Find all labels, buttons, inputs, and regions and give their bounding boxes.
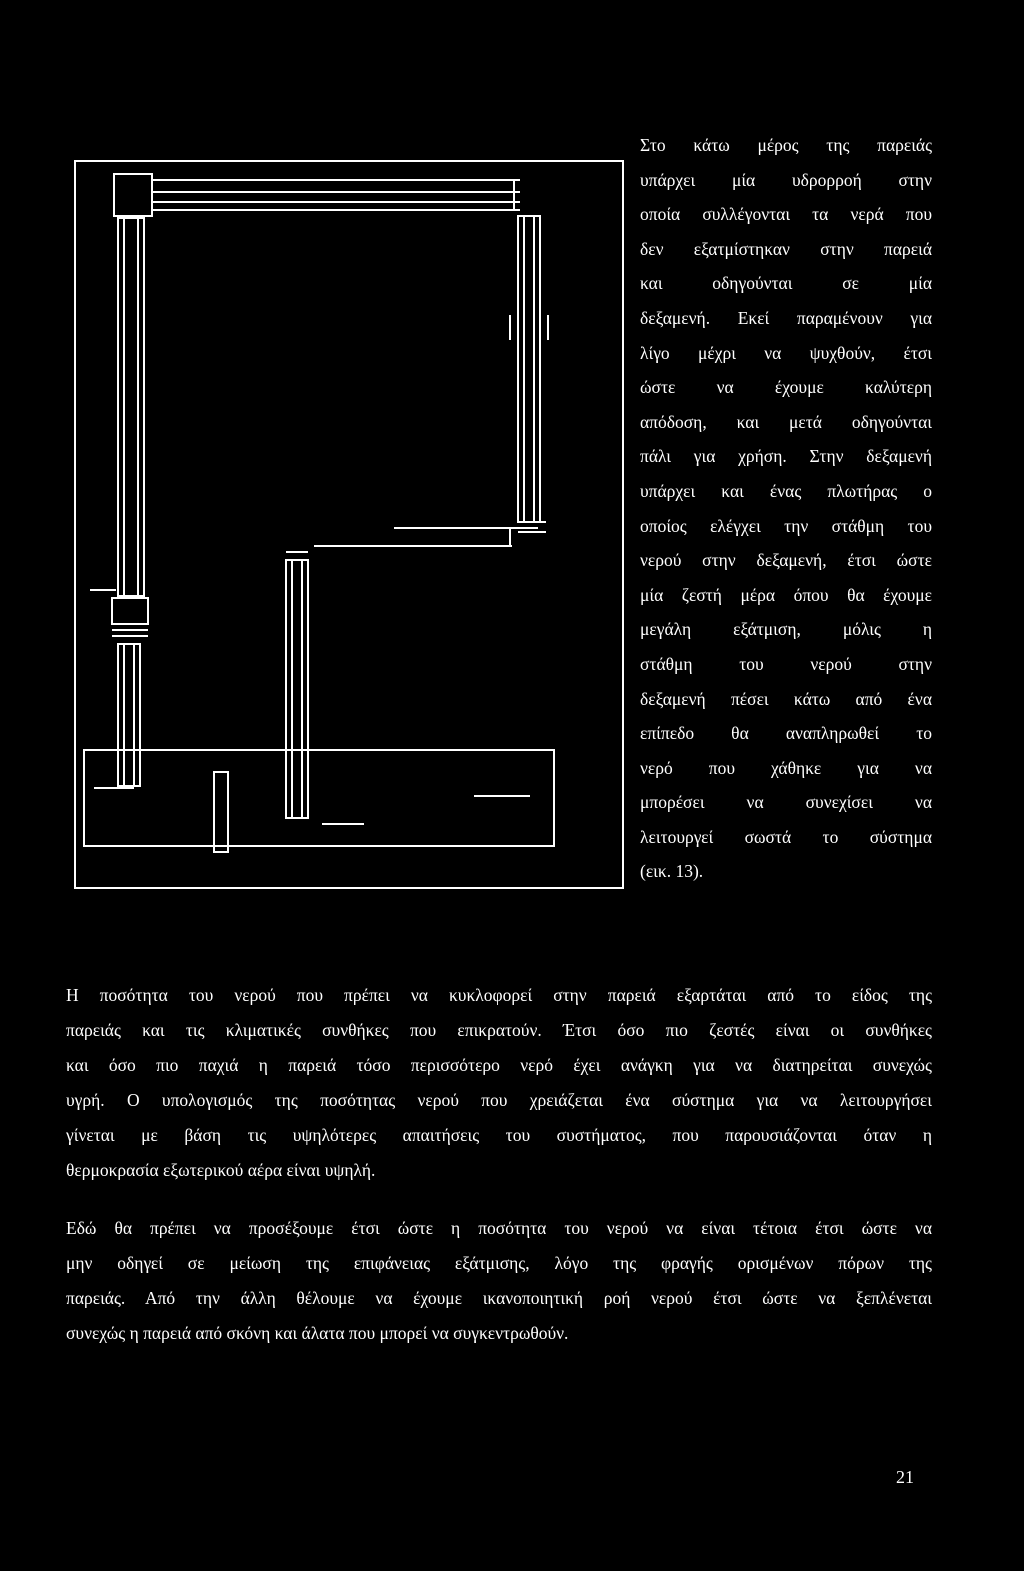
text-line: γίνεται με βάση τις υψηλότερες απαιτήσεις του συστήματος, που παρουσιάζονται όταν η [66,1125,932,1145]
left-pipe-upper [118,218,144,596]
text-line: νερού στην δεξαμενή, έτσι ώστε [640,550,932,571]
text-line: οποίος ελέγχει την στάθμη του [640,515,932,536]
float-valve [112,598,148,624]
text-line: δεξαμενή. Εκεί παραμένουν για [640,307,932,328]
text-line: απόδοση, και μετά οδηγούνται [640,411,932,432]
text-line: επίπεδο θα αναπληρωθεί το [640,723,932,744]
text-line: πάλι για χρήση. Στην δεξαμενή [640,446,932,467]
text-line: παρειάς και τις κλιματικές συνθήκες που επικρατούν. Έτσι όσο πιο ζεστές είναι οι συνθήκες [66,1020,932,1040]
text-line: ώστε να έχουμε καλύτερη [640,377,932,398]
body-paragraph-2 [66,1211,932,1351]
figure-caption-text [640,128,932,889]
text-line: στάθμη του νερού στην [640,653,932,674]
text-line: μπορέσει να συνεχίσει να [640,792,932,813]
central-pipe [286,560,308,818]
text-line: μεγάλη εξάτμιση, μόλις η [640,619,932,640]
text-line: παρειάς. Από την άλλη θέλουμε να έχουμε ικανοποιητική ροή νερού έτσι ώστε να ξεπλένεται [66,1288,932,1308]
text-line: λειτουργεί σωστά το σύστημα [640,826,932,847]
text-line: δεν εξατμίστηκαν στην παρειά [640,238,932,259]
text-line: και οδηγούνται σε μία [640,273,932,294]
body-paragraph-1 [66,978,932,1188]
text-line: μην οδηγεί σε μείωση της επιφάνειας εξάτμισης, λόγο της φραγής ορισμένων πόρων της [66,1253,932,1273]
page-number: 21 [896,1467,914,1487]
top-left-box [114,174,152,216]
text-line: υπάρχει μία υδρορροή στην [640,169,932,190]
text-line: υπάρχει και ένας πλωτήρας ο [640,480,932,501]
text-line: συνεχώς η παρειά από σκόνη και άλατα που μπορεί να συγκεντρωθούν. [66,1323,569,1343]
text-line: θερμοκρασία εξωτερικού αέρα είναι υψηλή. [66,1160,376,1180]
text-line: Η ποσότητα του νερού που πρέπει να κυκλοφορεί στην παρειά εξαρτάται από το είδος της [66,985,932,1005]
inlet-pipe [214,772,228,852]
text-line: υγρή. Ο υπολογισμός της ποσότητας νερού που χρειάζεται ένα σύστημα για να λειτουργήσει [66,1090,932,1110]
text-line: Στο κάτω μέρος της παρειάς [640,135,932,155]
text-line: και όσο πιο παχιά η παρειά τόσο περισσότερο νερό έχει ανάγκη για να διατηρείται συνεχώς [66,1055,932,1075]
right-pipe [518,216,540,522]
text-line: λίγο μέχρι να ψυχθούν, έτσι [640,342,932,363]
water-recirculation-schematic-icon [74,160,624,890]
water-system-diagram [74,160,624,890]
left-pipe-lower [118,644,140,786]
text-line: οποία συλλέγονται τα νερά που [640,204,932,225]
text-line: μία ζεστή μέρα όπου θα έχουμε [640,584,932,605]
text-line: δεξαμενή πέσει κάτω από ένα [640,688,932,709]
reservoir-tank [84,750,554,846]
text-line: (εικ. 13). [640,861,704,882]
text-line: Εδώ θα πρέπει να προσέξουμε έτσι ώστε η ποσότητα του νερού να είναι τέτοια έτσι ώστε να [66,1218,932,1238]
text-line: νερό που χάθηκε για να [640,757,932,778]
